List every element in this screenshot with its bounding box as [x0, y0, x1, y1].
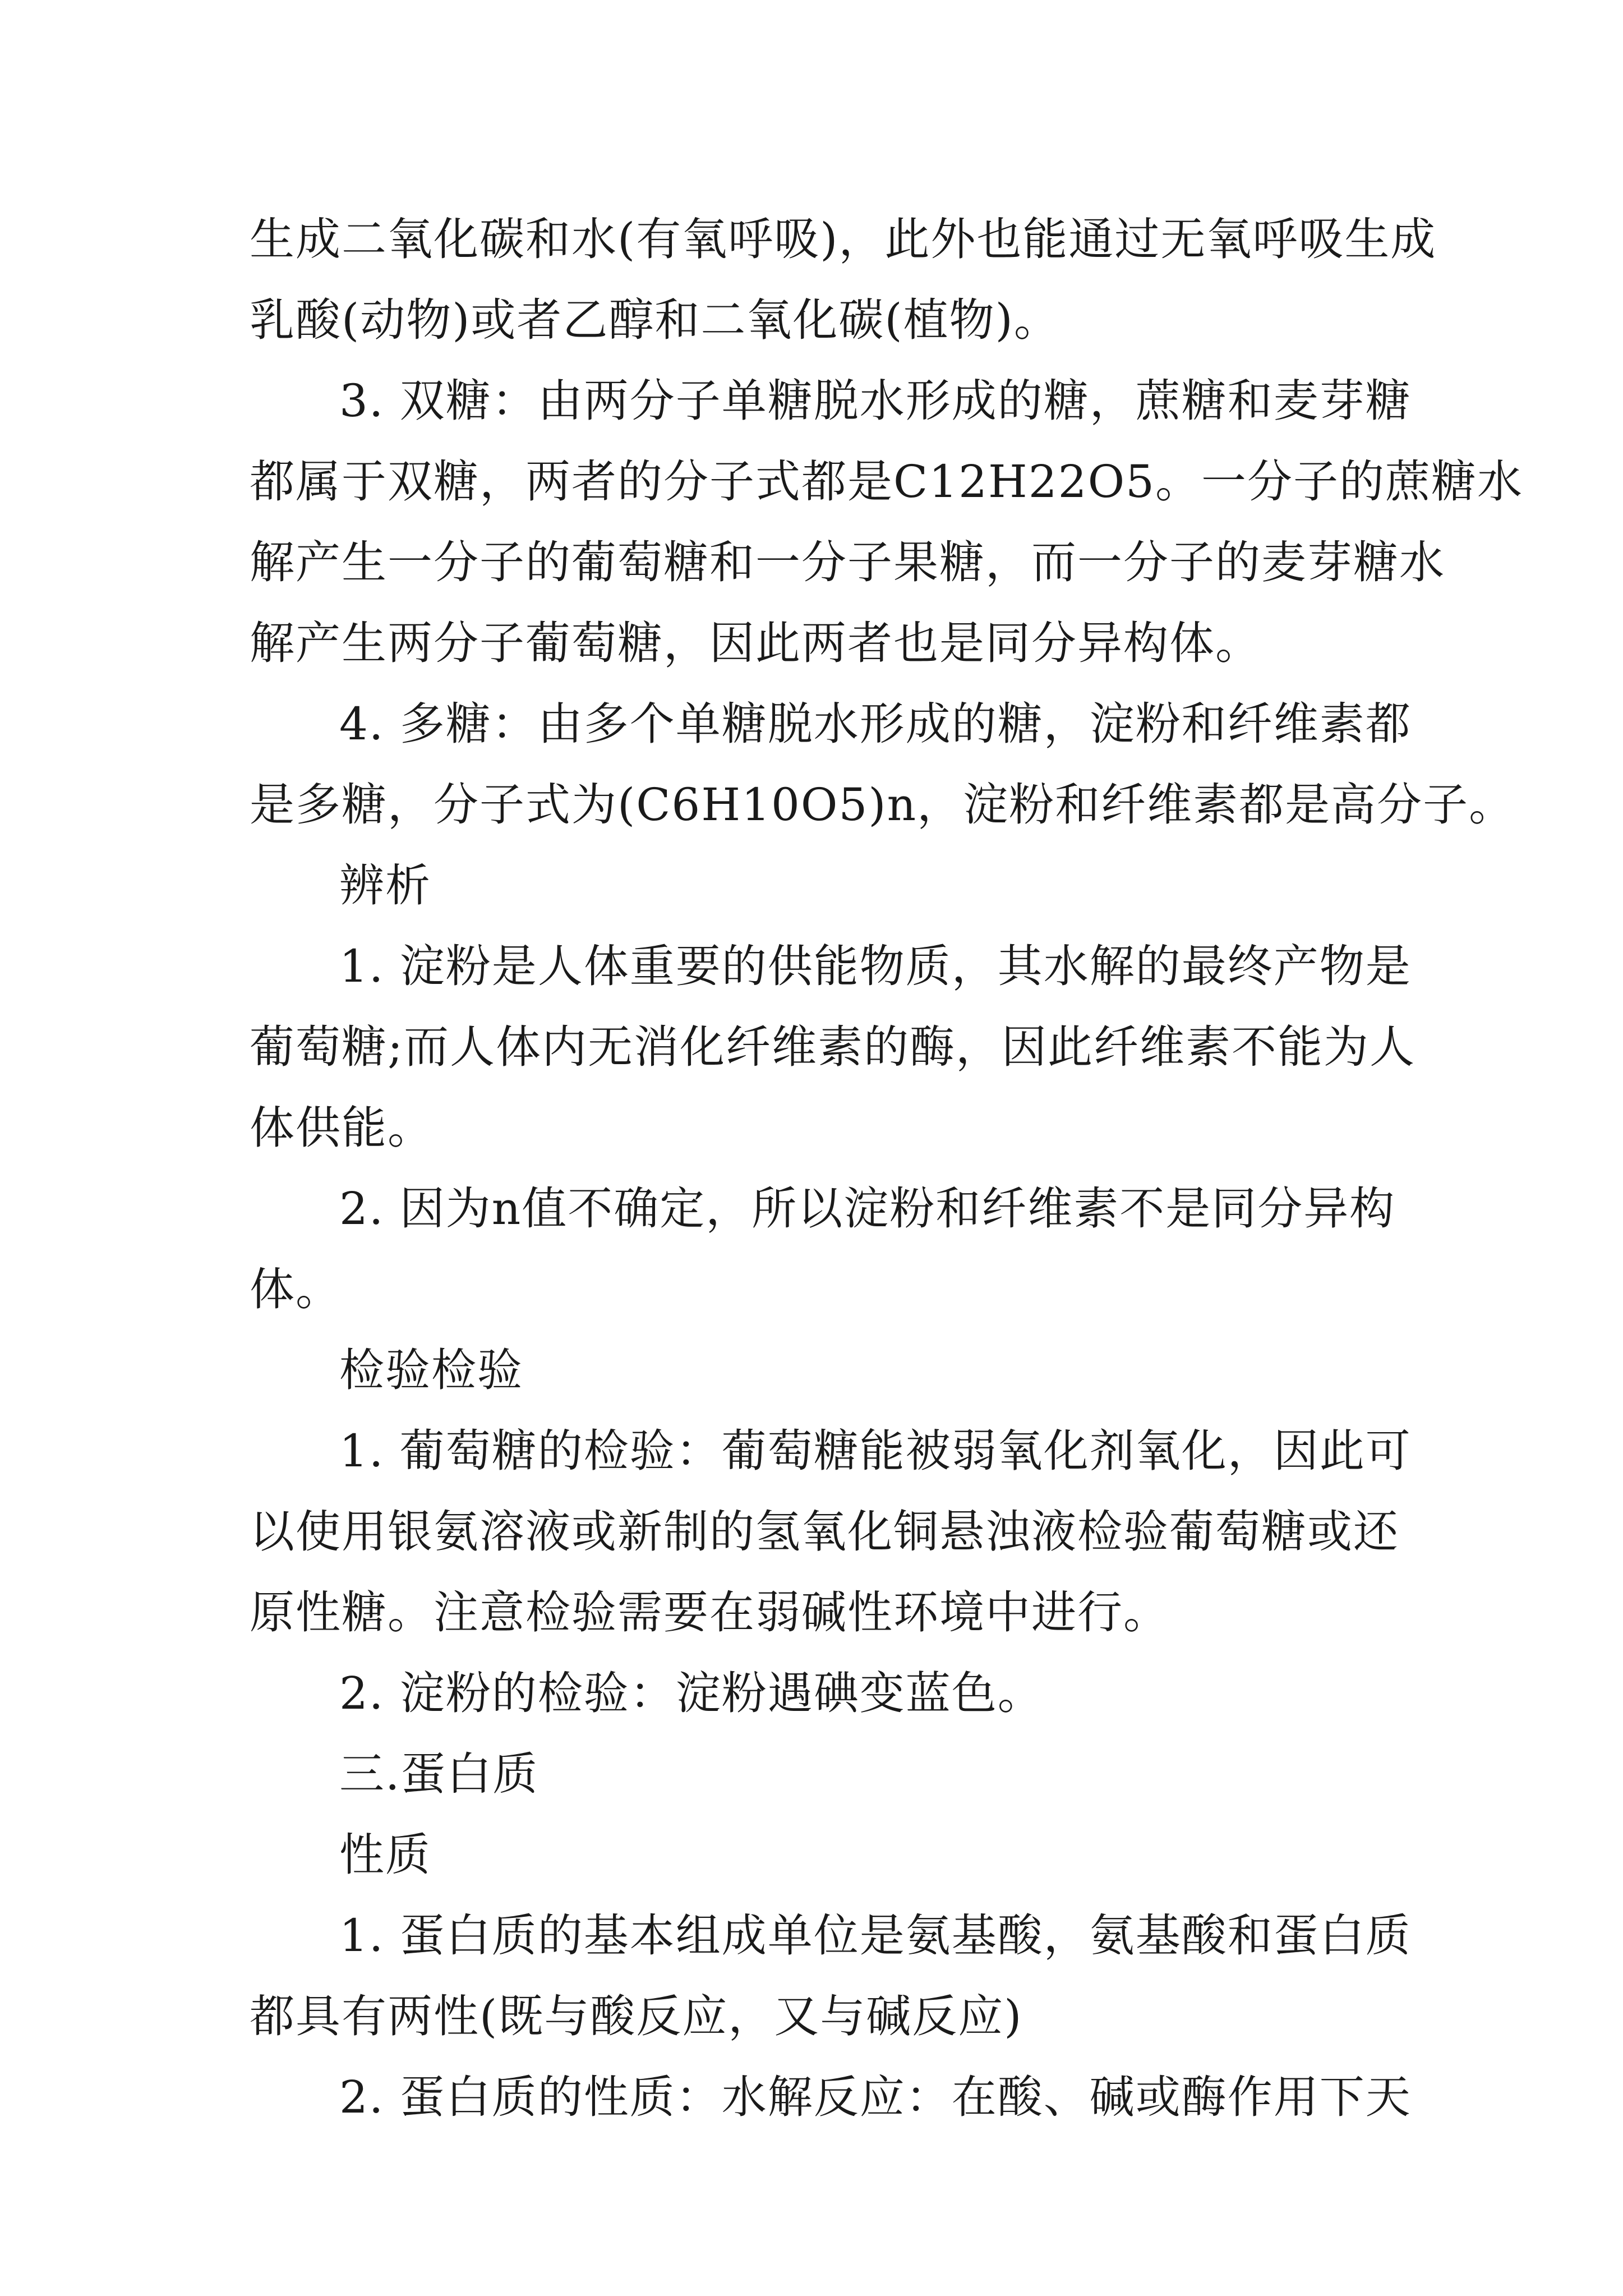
body-line: 2. 淀粉的检验：淀粉遇碘变蓝色。 — [339, 1667, 1044, 1719]
body-line: 是多糖，分子式为(C6H10O5)n，淀粉和纤维素都是高分子。 — [250, 779, 1515, 831]
body-line: 2. 因为n值不确定，所以淀粉和纤维素不是同分异构 — [339, 1182, 1396, 1235]
body-line: 以使用银氨溶液或新制的氢氧化铜悬浊液检验葡萄糖或还 — [250, 1506, 1399, 1558]
body-line: 都具有两性(既与酸反应，又与碱反应) — [250, 1990, 1023, 2042]
body-line: 解产生一分子的葡萄糖和一分子果糖，而一分子的麦芽糖水 — [250, 536, 1445, 588]
body-line: 原性糖。注意检验需要在弱碱性环境中进行。 — [250, 1586, 1169, 1639]
section-heading: 三.蛋白质 — [339, 1748, 539, 1800]
body-line: 3. 双糖：由两分子单糖脱水形成的糖，蔗糖和麦芽糖 — [339, 375, 1412, 427]
body-line: 葡萄糖;而人体内无消化纤维素的酶，因此纤维素不能为人 — [250, 1021, 1415, 1073]
body-line: 生成二氧化碳和水(有氧呼吸)，此外也能通过无氧呼吸生成 — [250, 213, 1437, 265]
body-line: 乳酸(动物)或者乙醇和二氧化碳(植物)。 — [250, 294, 1060, 346]
body-line: 2. 蛋白质的性质：水解反应：在酸、碱或酶作用下天 — [339, 2071, 1412, 2123]
section-heading: 辨析 — [339, 859, 431, 912]
body-line: 4. 多糖：由多个单糖脱水形成的糖，淀粉和纤维素都 — [339, 698, 1412, 750]
section-heading: 检验检验 — [339, 1344, 523, 1396]
section-heading: 性质 — [339, 1829, 431, 1881]
body-line: 体供能。 — [250, 1102, 434, 1154]
body-line: 1. 淀粉是人体重要的供能物质，其水解的最终产物是 — [339, 940, 1412, 992]
body-line: 都属于双糖，两者的分子式都是C12H22O5。一分子的蔗糖水 — [250, 455, 1524, 508]
body-line: 解产生两分子葡萄糖，因此两者也是同分异构体。 — [250, 617, 1261, 669]
document-page — [250, 199, 1524, 2138]
body-line: 体。 — [250, 1263, 342, 1315]
body-line: 1. 葡萄糖的检验：葡萄糖能被弱氧化剂氧化，因此可 — [339, 1425, 1412, 1477]
body-line: 1. 蛋白质的基本组成单位是氨基酸，氨基酸和蛋白质 — [339, 1910, 1412, 1962]
